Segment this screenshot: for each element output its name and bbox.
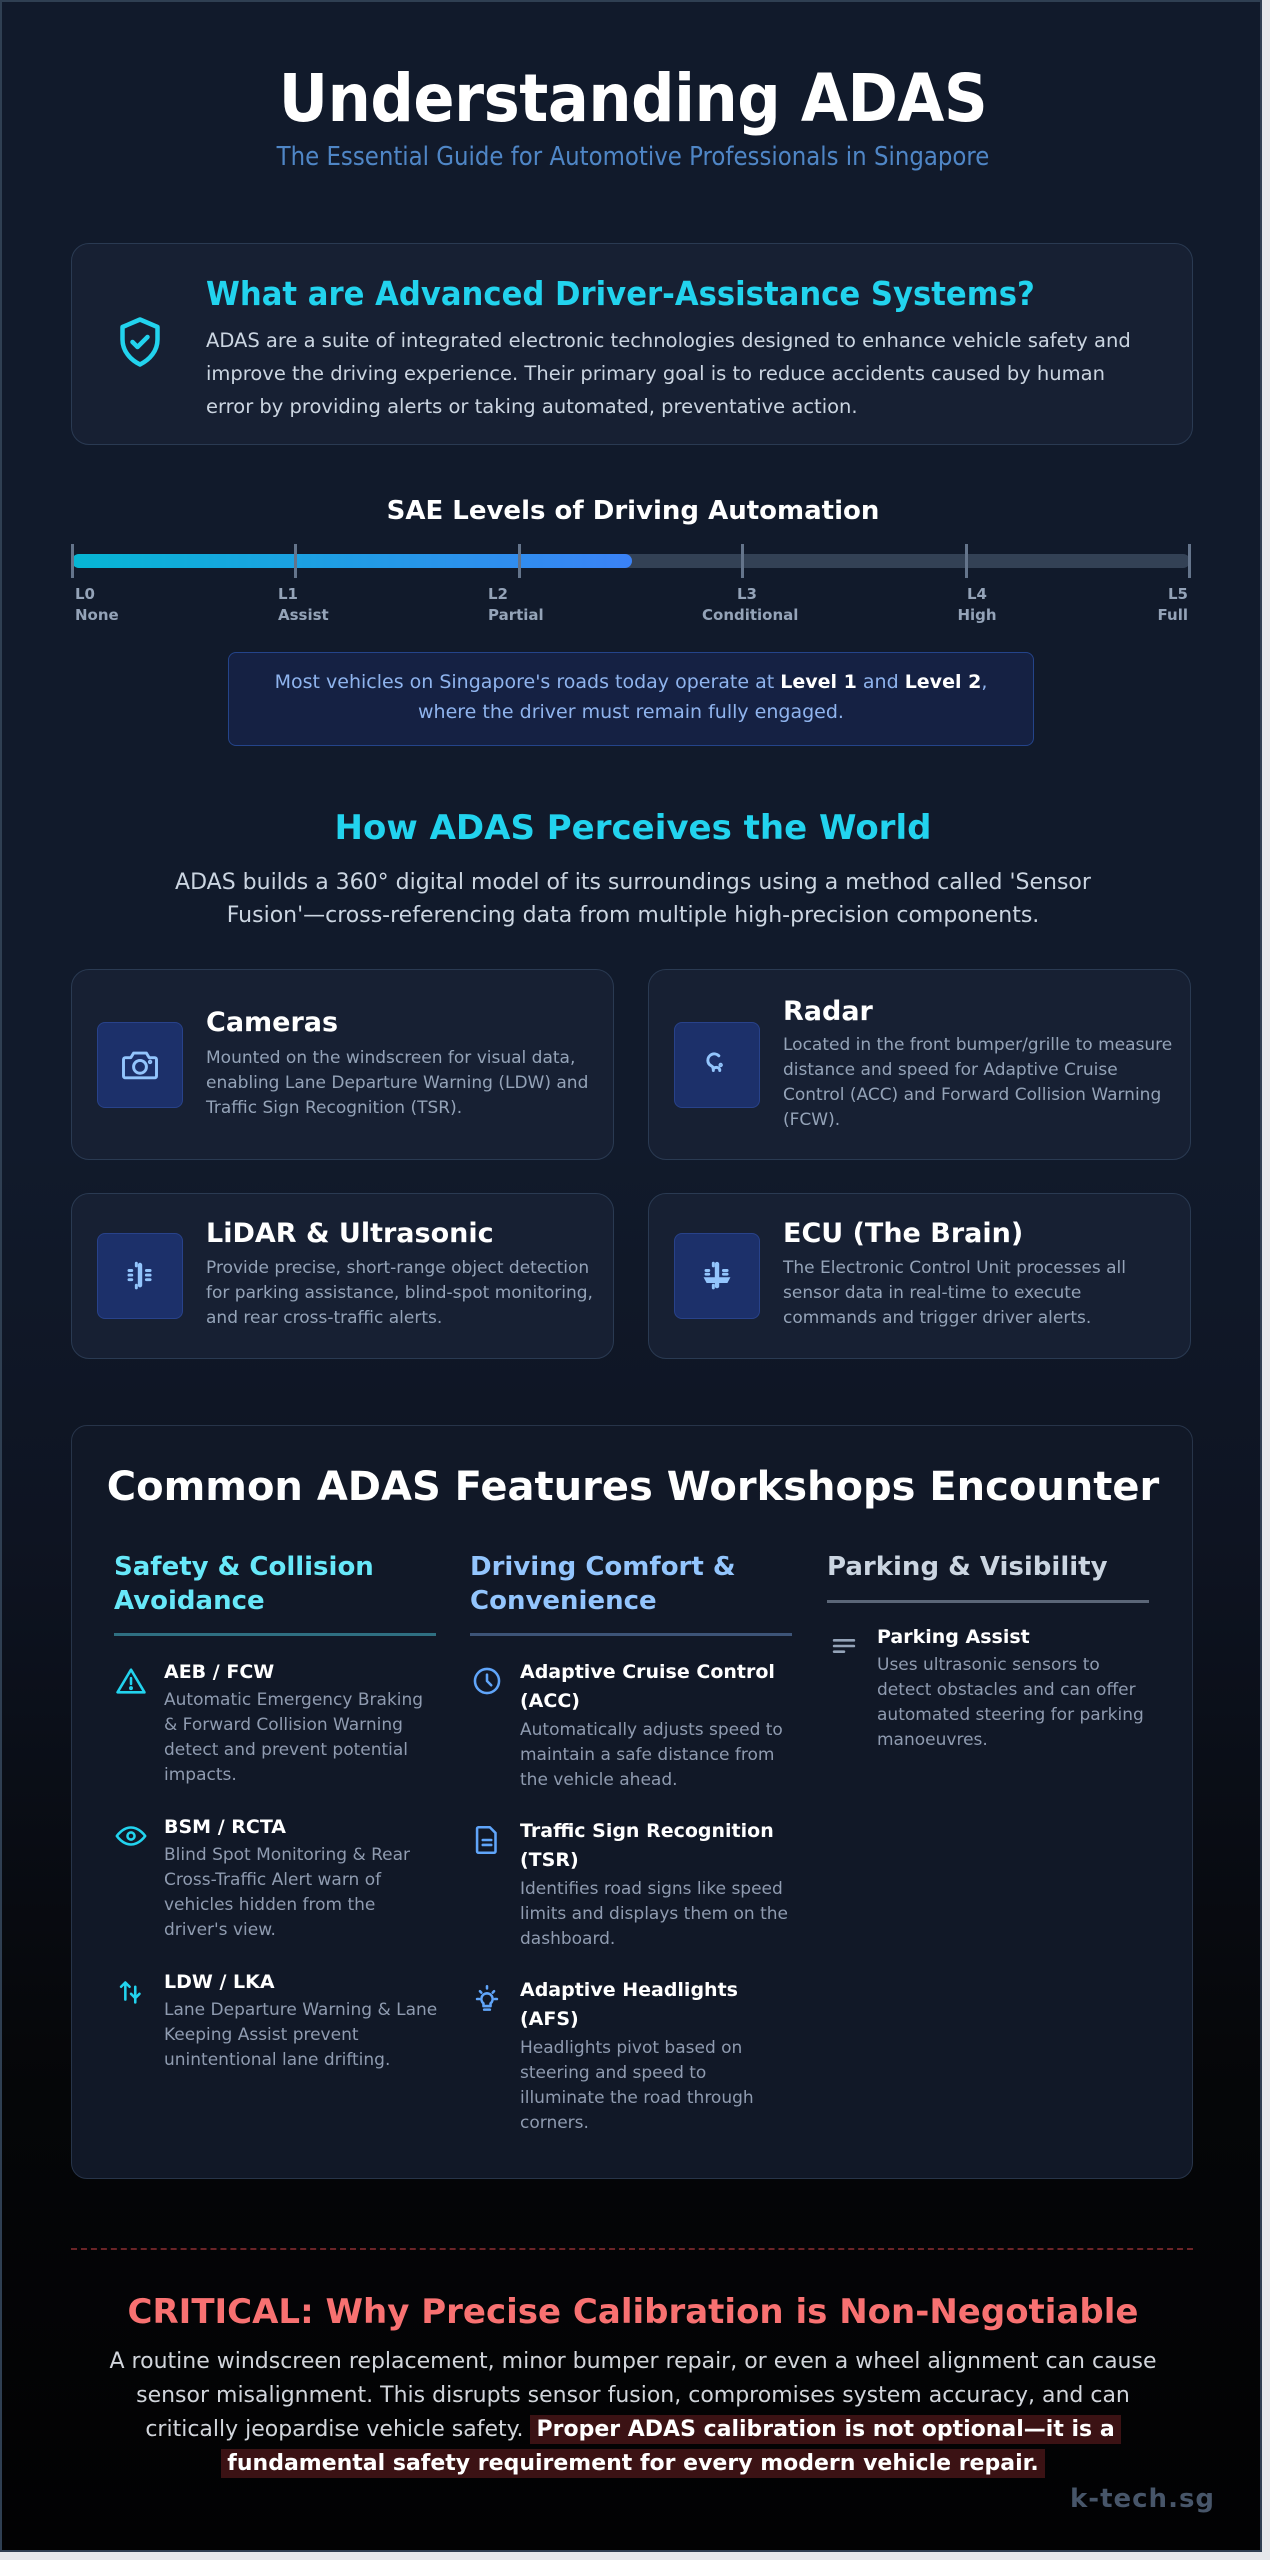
column-heading-safety: Safety & Collision Avoidance: [114, 1552, 374, 1616]
level-label-l2: [488, 584, 544, 626]
sensor-description: Provide precise, short-range object detection for parking assistance, blind-spot monitoring, and rear cross-traffic alerts.: [206, 1258, 593, 1328]
sensor-name: LiDAR & Ultrasonic: [206, 1218, 494, 1249]
feature-name: LDW / LKA: [164, 1971, 275, 1993]
critical-highlight: Proper ADAS calibration is not optional—it is a fundamental safety requirement for every modern vehicle repair.: [221, 2415, 1120, 2478]
lightbulb-icon: [470, 1982, 504, 2016]
note-text: Most vehicles on Singapore's roads today operate at: [274, 671, 781, 693]
sensor-description: The Electronic Control Unit processes all sensor data in real-time to execute commands and trigger driver alerts.: [783, 1258, 1126, 1328]
sensor-name: Radar: [783, 996, 873, 1027]
lane-arrows-icon: [114, 1974, 148, 2008]
perception-text: ADAS builds a 360° digital model of its surroundings using a method called 'Sensor Fusion'—cross-referencing data from multiple high-precision components.: [175, 870, 1091, 928]
level-label-l5: [1142, 584, 1188, 626]
sensor-card-ecu: [648, 1193, 1191, 1359]
level-name: Full: [1157, 606, 1188, 624]
level-code: L2: [488, 585, 508, 603]
dashed-divider: [71, 2248, 1193, 2250]
level-code: L3: [737, 585, 757, 603]
sae-title: SAE Levels of Driving Automation: [386, 496, 880, 526]
note-line-2: where the driver must remain fully engaged.: [418, 701, 844, 723]
note-text: ,: [981, 671, 988, 693]
feature-description: Lane Departure Warning & Lane Keeping Assist prevent unintentional lane drifting.: [164, 2000, 438, 2070]
sae-note: [228, 652, 1034, 746]
column-rule: [114, 1633, 436, 1636]
level-name: High: [957, 606, 997, 624]
feature-name: Adaptive Headlights (AFS): [520, 1979, 738, 2030]
sensor-name: ECU (The Brain): [783, 1218, 1024, 1249]
lidar-icon: [97, 1233, 183, 1319]
sensor-card-lidar: [71, 1193, 614, 1359]
feature-description: Headlights pivot based on steering and speed to illuminate the road through corners.: [520, 2038, 754, 2133]
critical-title: CRITICAL: Why Precise Calibration is Non-Negotiable: [127, 2292, 1139, 2332]
document-icon: [470, 1823, 504, 1857]
feature-name: Traffic Sign Recognition (TSR): [520, 1820, 774, 1871]
radar-icon: [674, 1022, 760, 1108]
level-tick: [71, 544, 74, 578]
level-name: Partial: [488, 606, 544, 624]
level-tick: [1188, 544, 1191, 578]
feature-description: Automatically adjusts speed to maintain a safe distance from the vehicle ahead.: [520, 1720, 783, 1790]
clock-icon: [470, 1664, 504, 1698]
warning-triangle-icon: [114, 1664, 148, 1698]
intro-text: ADAS are a suite of integrated electronic technologies designed to enhance vehicle safety and improve the driving experience. Their primary goal is to reduce accidents caused by human error by providing alerts or taking automated, preventative action.: [206, 329, 1131, 418]
column-heading-comfort: Driving Comfort & Convenience: [470, 1552, 736, 1616]
level-label-l3: [702, 584, 799, 626]
feature-name: Adaptive Cruise Control (ACC): [520, 1661, 775, 1712]
level-code: L4: [967, 585, 987, 603]
eye-icon: [114, 1819, 148, 1853]
feature-description: Identifies road signs like speed limits and displays them on the dashboard.: [520, 1879, 789, 1949]
sensor-card-cameras: [71, 969, 614, 1160]
column-heading-parking: Parking & Visibility: [827, 1552, 1108, 1582]
intro-title: What are Advanced Driver-Assistance Systems?: [206, 274, 1035, 313]
feature-name: Parking Assist: [877, 1626, 1030, 1648]
critical-body: A routine windscreen replacement, minor bumper repair, or even a wheel alignment can cause sensor misalignment. This disrupts sensor fusion, compromises system accuracy, and can critically jeopardise vehicle safety.: [109, 2349, 1157, 2442]
level-tick: [965, 544, 968, 578]
sensor-name: Cameras: [206, 1007, 339, 1038]
page-title: Understanding ADAS: [278, 60, 988, 137]
feature-name: BSM / RCTA: [164, 1816, 287, 1838]
column-rule: [470, 1633, 792, 1636]
note-level-1: Level 1: [780, 671, 857, 693]
lines-icon: [827, 1629, 861, 1663]
perception-title: How ADAS Perceives the World: [334, 808, 932, 848]
sensor-description: Located in the front bumper/grille to measure distance and speed for Adaptive Cruise Control (ACC) and Forward Collision Warning (FCW).: [783, 1035, 1173, 1130]
level-tick: [518, 544, 521, 578]
level-code: L1: [278, 585, 298, 603]
sensor-description: Mounted on the windscreen for visual data, enabling Lane Departure Warning (LDW) and Traffic Sign Recognition (TSR).: [206, 1048, 589, 1118]
level-label-l0: [75, 584, 119, 626]
note-level-2: Level 2: [904, 671, 982, 693]
feature-description: Automatic Emergency Braking & Forward Collision Warning detect and prevent potential impacts.: [164, 1690, 424, 1785]
level-label-l4: [952, 584, 1002, 626]
critical-text: [87, 2345, 1179, 2481]
column-rule: [827, 1600, 1149, 1603]
feature-description: Blind Spot Monitoring & Rear Cross-Traffic Alert warn of vehicles hidden from the driver's view.: [164, 1845, 411, 1940]
ecu-icon: [674, 1233, 760, 1319]
intro-card: [71, 243, 1193, 445]
level-name: Assist: [278, 606, 329, 624]
sensor-card-radar: [648, 969, 1191, 1160]
level-label-l1: [278, 584, 329, 626]
features-panel: [71, 1425, 1193, 2179]
sae-progress-fill: [72, 554, 632, 568]
level-tick: [294, 544, 297, 578]
page-subtitle: The Essential Guide for Automotive Professionals in Singapore: [276, 142, 990, 172]
level-code: L5: [1168, 585, 1188, 603]
level-code: L0: [75, 585, 95, 603]
feature-name: AEB / FCW: [164, 1661, 275, 1683]
level-name: Conditional: [702, 606, 799, 624]
camera-icon: [97, 1022, 183, 1108]
feature-description: Uses ultrasonic sensors to detect obstacles and can offer automated steering for parking manoeuvres.: [877, 1655, 1144, 1750]
features-title: Common ADAS Features Workshops Encounter: [106, 1464, 1160, 1510]
shield-check-icon: [110, 312, 170, 372]
brand-watermark: k-tech.sg: [1070, 2484, 1216, 2514]
level-tick: [741, 544, 744, 578]
note-text: and: [856, 671, 905, 693]
level-name: None: [75, 606, 119, 624]
